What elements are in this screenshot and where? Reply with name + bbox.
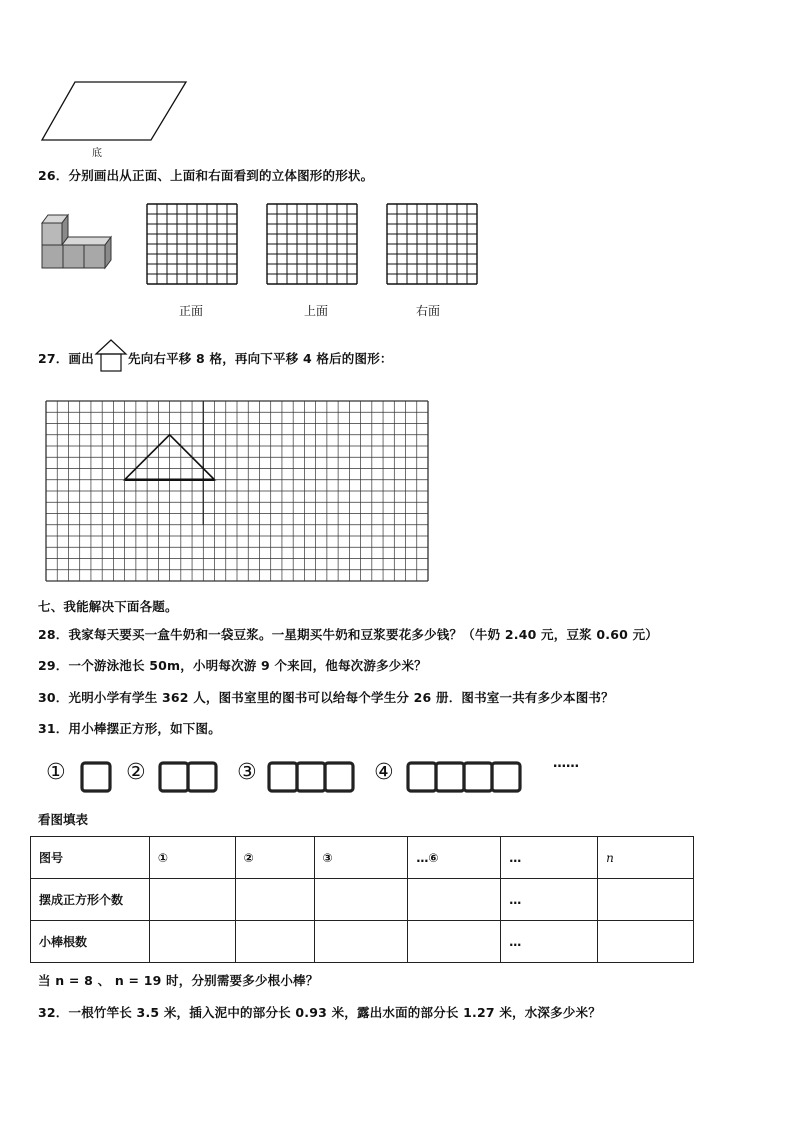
figure-4-squares [403,758,543,798]
answer-cell[interactable] [408,879,501,921]
answer-cell[interactable] [149,921,235,963]
front-view-grid [146,203,238,285]
figure-3-squares [264,758,374,798]
right-view-grid [386,203,478,285]
section-7-title: 七、我能解决下面各题。 [38,599,178,614]
figure-1-label: ① [46,760,66,785]
fill-in-table [30,836,694,963]
table-cell: ② [235,837,314,879]
question-29: 29．一个游泳池长 50m，小明每次游 9 个来回，他每次游多少米？ [38,658,427,673]
answer-cell[interactable] [408,921,501,963]
answer-cell[interactable] [149,879,235,921]
answer-cell[interactable] [314,879,408,921]
question-27-text: 先向右平移 8 格，再向下平移 4 格后的图形： [128,351,393,366]
parallelogram-figure [40,80,190,145]
figure-1-squares [77,758,117,798]
question-30: 30．光明小学有学生 362 人，图书室里的图书可以给每个学生分 26 册．图书室一共有多少本图书？ [38,690,614,705]
question-32: 32．一根竹竿长 3.5 米，插入泥中的部分长 0.93 米，露出水面的部分长 1.27 米，水深多少米？ [38,1005,601,1020]
table-cell: … [501,837,598,879]
table-header-row [31,837,694,879]
table-cell: … [501,921,598,963]
cube-solid-figure [38,210,118,270]
figure-ellipsis: …… [553,756,579,771]
question-26: 26．分别画出从正面、上面和右面看到的立体图形的形状。 [38,168,374,183]
table-cell: 摆成正方形个数 [31,879,150,921]
top-view-grid [266,203,358,285]
base-label: 底 [92,148,102,159]
translation-grid [45,400,429,584]
table-cell: 小棒根数 [31,921,150,963]
answer-cell[interactable] [235,879,314,921]
top-view-label: 上面 [304,304,329,318]
table-cell: … [501,879,598,921]
right-view-label: 右面 [416,304,441,318]
answer-cell[interactable] [235,921,314,963]
question-27-prefix: 27．画出 [38,351,94,366]
table-cell: ③ [314,837,408,879]
house-shape-icon [94,338,128,372]
table-cell: 图号 [31,837,150,879]
table-row [31,879,694,921]
figure-4-label: ④ [374,760,394,785]
answer-cell[interactable] [598,921,694,963]
figure-3-label: ③ [237,760,257,785]
answer-cell[interactable] [598,879,694,921]
table-row [31,921,694,963]
figure-2-label: ② [126,760,146,785]
table-title: 看图填表 [38,812,89,827]
front-view-label: 正面 [179,304,204,318]
question-31-followup: 当 n = 8 、 n = 19 时，分别需要多少根小棒？ [38,973,319,988]
table-cell: ① [149,837,235,879]
figure-2-squares [155,758,235,798]
answer-cell[interactable] [314,921,408,963]
question-28: 28．我家每天要买一盒牛奶和一袋豆浆。一星期买牛奶和豆浆要花多少钱？（牛奶 2.40 元，豆浆 0.60 元） [38,627,658,642]
table-cell: …⑥ [408,837,501,879]
table-cell: n [598,837,694,879]
question-31: 31．用小棒摆正方形，如下图。 [38,721,221,736]
